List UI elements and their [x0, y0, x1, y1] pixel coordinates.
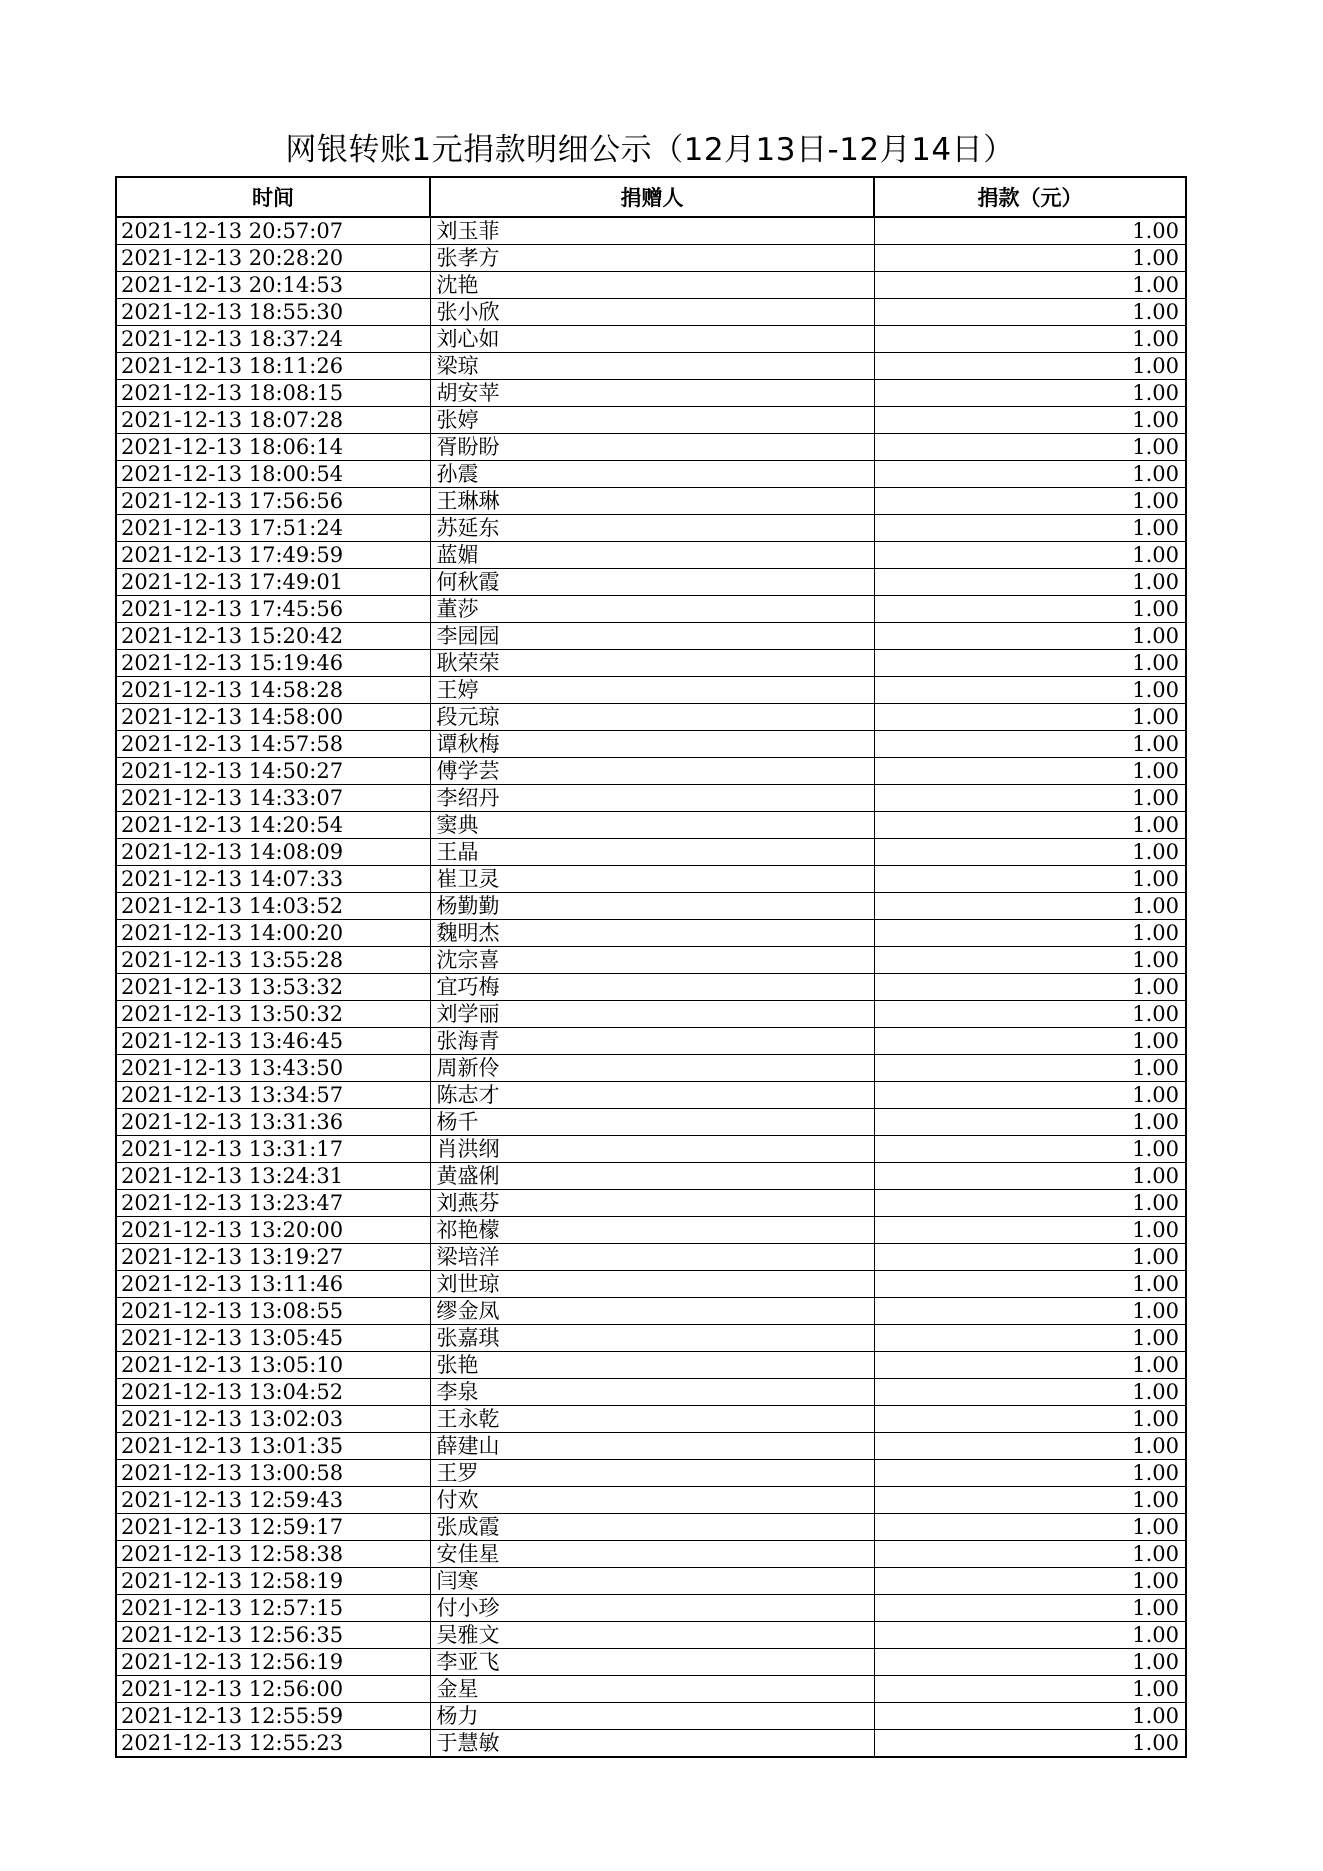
cell-donor: 金星: [430, 1676, 874, 1703]
cell-time: 2021-12-13 13:05:45: [116, 1325, 430, 1352]
cell-amount: 1.00: [874, 380, 1186, 407]
table-row: [116, 1433, 1186, 1460]
cell-amount: 1.00: [874, 704, 1186, 731]
cell-amount: 1.00: [874, 461, 1186, 488]
table-row: [116, 704, 1186, 731]
cell-donor: 闫寒: [430, 1568, 874, 1595]
cell-amount: 1.00: [874, 272, 1186, 299]
cell-time: 2021-12-13 12:59:17: [116, 1514, 430, 1541]
cell-time: 2021-12-13 13:53:32: [116, 974, 430, 1001]
table-row: [116, 353, 1186, 380]
cell-donor: 李泉: [430, 1379, 874, 1406]
table-row: [116, 839, 1186, 866]
cell-donor: 于慧敏: [430, 1730, 874, 1758]
cell-time: 2021-12-13 18:08:15: [116, 380, 430, 407]
table-row: [116, 569, 1186, 596]
cell-time: 2021-12-13 13:43:50: [116, 1055, 430, 1082]
table-row: [116, 1595, 1186, 1622]
cell-amount: 1.00: [874, 1055, 1186, 1082]
table-row: [116, 893, 1186, 920]
cell-amount: 1.00: [874, 1028, 1186, 1055]
cell-time: 2021-12-13 13:55:28: [116, 947, 430, 974]
cell-amount: 1.00: [874, 1730, 1186, 1758]
cell-time: 2021-12-13 13:04:52: [116, 1379, 430, 1406]
cell-amount: 1.00: [874, 596, 1186, 623]
cell-amount: 1.00: [874, 920, 1186, 947]
table-row: [116, 1568, 1186, 1595]
table-row: [116, 1406, 1186, 1433]
cell-time: 2021-12-13 13:23:47: [116, 1190, 430, 1217]
cell-donor: 王罗: [430, 1460, 874, 1487]
table-row: [116, 1109, 1186, 1136]
cell-donor: 何秋霞: [430, 569, 874, 596]
table-row: [116, 217, 1186, 245]
cell-amount: 1.00: [874, 947, 1186, 974]
cell-amount: 1.00: [874, 1136, 1186, 1163]
cell-amount: 1.00: [874, 353, 1186, 380]
cell-donor: 王永乾: [430, 1406, 874, 1433]
cell-donor: 周新伶: [430, 1055, 874, 1082]
table-row: [116, 1460, 1186, 1487]
cell-donor: 吴雅文: [430, 1622, 874, 1649]
cell-donor: 张成霞: [430, 1514, 874, 1541]
table-row: [116, 461, 1186, 488]
cell-time: 2021-12-13 20:28:20: [116, 245, 430, 272]
cell-time: 2021-12-13 12:57:15: [116, 1595, 430, 1622]
cell-donor: 陈志才: [430, 1082, 874, 1109]
cell-donor: 张海青: [430, 1028, 874, 1055]
cell-donor: 杨力: [430, 1703, 874, 1730]
cell-donor: 董莎: [430, 596, 874, 623]
table-row: [116, 758, 1186, 785]
cell-amount: 1.00: [874, 1082, 1186, 1109]
table-header-row: [116, 177, 1186, 217]
cell-time: 2021-12-13 13:11:46: [116, 1271, 430, 1298]
table-row: [116, 920, 1186, 947]
cell-donor: 沈艳: [430, 272, 874, 299]
cell-amount: 1.00: [874, 1190, 1186, 1217]
cell-amount: 1.00: [874, 326, 1186, 353]
cell-time: 2021-12-13 12:59:43: [116, 1487, 430, 1514]
table-row: [116, 947, 1186, 974]
cell-donor: 张小欣: [430, 299, 874, 326]
cell-time: 2021-12-13 14:33:07: [116, 785, 430, 812]
cell-time: 2021-12-13 14:50:27: [116, 758, 430, 785]
table-row: [116, 1379, 1186, 1406]
cell-time: 2021-12-13 15:19:46: [116, 650, 430, 677]
cell-amount: 1.00: [874, 299, 1186, 326]
cell-donor: 安佳星: [430, 1541, 874, 1568]
cell-amount: 1.00: [874, 1649, 1186, 1676]
cell-donor: 刘世琼: [430, 1271, 874, 1298]
cell-donor: 谭秋梅: [430, 731, 874, 758]
cell-amount: 1.00: [874, 1406, 1186, 1433]
cell-time: 2021-12-13 14:03:52: [116, 893, 430, 920]
table-row: [116, 1730, 1186, 1758]
cell-donor: 刘心如: [430, 326, 874, 353]
table-row: [116, 1055, 1186, 1082]
cell-donor: 杨勤勤: [430, 893, 874, 920]
cell-time: 2021-12-13 14:58:00: [116, 704, 430, 731]
table-row: [116, 1703, 1186, 1730]
donation-table: [115, 176, 1187, 1758]
table-row: [116, 866, 1186, 893]
cell-amount: 1.00: [874, 1487, 1186, 1514]
cell-time: 2021-12-13 13:01:35: [116, 1433, 430, 1460]
cell-time: 2021-12-13 12:58:38: [116, 1541, 430, 1568]
cell-amount: 1.00: [874, 677, 1186, 704]
cell-donor: 胥盼盼: [430, 434, 874, 461]
cell-amount: 1.00: [874, 1460, 1186, 1487]
cell-amount: 1.00: [874, 623, 1186, 650]
cell-amount: 1.00: [874, 812, 1186, 839]
table-row: [116, 1028, 1186, 1055]
cell-time: 2021-12-13 13:24:31: [116, 1163, 430, 1190]
cell-amount: 1.00: [874, 1163, 1186, 1190]
cell-time: 2021-12-13 14:07:33: [116, 866, 430, 893]
cell-donor: 梁培洋: [430, 1244, 874, 1271]
table-row: [116, 1136, 1186, 1163]
cell-donor: 祁艳檬: [430, 1217, 874, 1244]
page-title: 网银转账1元捐款明细公示（12月13日-12月14日）: [285, 132, 1015, 168]
cell-time: 2021-12-13 13:31:36: [116, 1109, 430, 1136]
cell-donor: 魏明杰: [430, 920, 874, 947]
table-row: [116, 299, 1186, 326]
cell-donor: 缪金凤: [430, 1298, 874, 1325]
table-row: [116, 1163, 1186, 1190]
table-row: [116, 326, 1186, 353]
cell-amount: 1.00: [874, 569, 1186, 596]
cell-time: 2021-12-13 13:19:27: [116, 1244, 430, 1271]
table-row: [116, 380, 1186, 407]
cell-donor: 耿荣荣: [430, 650, 874, 677]
cell-donor: 李亚飞: [430, 1649, 874, 1676]
cell-time: 2021-12-13 14:57:58: [116, 731, 430, 758]
cell-time: 2021-12-13 20:14:53: [116, 272, 430, 299]
table-row: [116, 488, 1186, 515]
cell-amount: 1.00: [874, 758, 1186, 785]
cell-time: 2021-12-13 14:20:54: [116, 812, 430, 839]
cell-time: 2021-12-13 14:00:20: [116, 920, 430, 947]
cell-donor: 沈宗喜: [430, 947, 874, 974]
table-row: [116, 1676, 1186, 1703]
cell-amount: 1.00: [874, 1568, 1186, 1595]
cell-time: 2021-12-13 13:31:17: [116, 1136, 430, 1163]
cell-time: 2021-12-13 13:08:55: [116, 1298, 430, 1325]
cell-donor: 蓝媚: [430, 542, 874, 569]
cell-time: 2021-12-13 18:07:28: [116, 407, 430, 434]
table-row: [116, 515, 1186, 542]
cell-amount: 1.00: [874, 731, 1186, 758]
cell-amount: 1.00: [874, 434, 1186, 461]
table-row: [116, 1541, 1186, 1568]
cell-donor: 宜巧梅: [430, 974, 874, 1001]
cell-donor: 付小珍: [430, 1595, 874, 1622]
cell-time: 2021-12-13 18:06:14: [116, 434, 430, 461]
cell-donor: 刘玉菲: [430, 217, 874, 245]
cell-time: 2021-12-13 13:00:58: [116, 1460, 430, 1487]
table-row: [116, 1271, 1186, 1298]
cell-amount: 1.00: [874, 785, 1186, 812]
cell-donor: 段元琼: [430, 704, 874, 731]
cell-donor: 王婷: [430, 677, 874, 704]
table-row: [116, 407, 1186, 434]
cell-donor: 傅学芸: [430, 758, 874, 785]
cell-time: 2021-12-13 13:34:57: [116, 1082, 430, 1109]
table-row: [116, 812, 1186, 839]
table-row: [116, 596, 1186, 623]
cell-amount: 1.00: [874, 1298, 1186, 1325]
cell-time: 2021-12-13 17:56:56: [116, 488, 430, 515]
cell-time: 2021-12-13 17:45:56: [116, 596, 430, 623]
cell-donor: 崔卫灵: [430, 866, 874, 893]
cell-amount: 1.00: [874, 1514, 1186, 1541]
cell-time: 2021-12-13 20:57:07: [116, 217, 430, 245]
table-row: [116, 1487, 1186, 1514]
header-time: 时间: [116, 177, 430, 217]
cell-donor: 刘学丽: [430, 1001, 874, 1028]
table-row: [116, 731, 1186, 758]
cell-donor: 孙震: [430, 461, 874, 488]
cell-time: 2021-12-13 13:50:32: [116, 1001, 430, 1028]
cell-donor: 张婷: [430, 407, 874, 434]
cell-donor: 张艳: [430, 1352, 874, 1379]
table-row: [116, 1325, 1186, 1352]
cell-time: 2021-12-13 13:20:00: [116, 1217, 430, 1244]
cell-amount: 1.00: [874, 1325, 1186, 1352]
cell-donor: 付欢: [430, 1487, 874, 1514]
cell-amount: 1.00: [874, 866, 1186, 893]
cell-time: 2021-12-13 18:00:54: [116, 461, 430, 488]
cell-amount: 1.00: [874, 974, 1186, 1001]
cell-time: 2021-12-13 18:37:24: [116, 326, 430, 353]
table-row: [116, 245, 1186, 272]
cell-donor: 肖洪纲: [430, 1136, 874, 1163]
table-row: [116, 1082, 1186, 1109]
cell-amount: 1.00: [874, 515, 1186, 542]
table-row: [116, 1217, 1186, 1244]
cell-time: 2021-12-13 13:02:03: [116, 1406, 430, 1433]
cell-donor: 刘燕芬: [430, 1190, 874, 1217]
cell-amount: 1.00: [874, 1595, 1186, 1622]
cell-time: 2021-12-13 15:20:42: [116, 623, 430, 650]
cell-donor: 梁琼: [430, 353, 874, 380]
cell-amount: 1.00: [874, 1217, 1186, 1244]
cell-donor: 黄盛俐: [430, 1163, 874, 1190]
cell-amount: 1.00: [874, 1244, 1186, 1271]
cell-time: 2021-12-13 12:56:19: [116, 1649, 430, 1676]
cell-time: 2021-12-13 18:11:26: [116, 353, 430, 380]
table-row: [116, 1352, 1186, 1379]
cell-amount: 1.00: [874, 839, 1186, 866]
table-row: [116, 974, 1186, 1001]
table-row: [116, 1514, 1186, 1541]
cell-amount: 1.00: [874, 1703, 1186, 1730]
cell-amount: 1.00: [874, 1271, 1186, 1298]
header-amount: 捐款（元）: [874, 177, 1186, 217]
cell-donor: 薛建山: [430, 1433, 874, 1460]
table-row: [116, 434, 1186, 461]
cell-donor: 胡安苹: [430, 380, 874, 407]
header-donor: 捐赠人: [430, 177, 874, 217]
cell-time: 2021-12-13 17:51:24: [116, 515, 430, 542]
cell-time: 2021-12-13 17:49:59: [116, 542, 430, 569]
cell-amount: 1.00: [874, 217, 1186, 245]
cell-donor: 张孝方: [430, 245, 874, 272]
cell-amount: 1.00: [874, 1541, 1186, 1568]
cell-amount: 1.00: [874, 1109, 1186, 1136]
cell-donor: 李绍丹: [430, 785, 874, 812]
cell-donor: 王琳琳: [430, 488, 874, 515]
cell-time: 2021-12-13 12:58:19: [116, 1568, 430, 1595]
cell-amount: 1.00: [874, 488, 1186, 515]
table-row: [116, 677, 1186, 704]
cell-donor: 苏延东: [430, 515, 874, 542]
cell-time: 2021-12-13 12:56:00: [116, 1676, 430, 1703]
cell-time: 2021-12-13 13:05:10: [116, 1352, 430, 1379]
cell-amount: 1.00: [874, 1622, 1186, 1649]
table-row: [116, 1001, 1186, 1028]
cell-donor: 窦典: [430, 812, 874, 839]
cell-donor: 杨千: [430, 1109, 874, 1136]
cell-time: 2021-12-13 12:56:35: [116, 1622, 430, 1649]
cell-amount: 1.00: [874, 650, 1186, 677]
cell-amount: 1.00: [874, 1379, 1186, 1406]
cell-amount: 1.00: [874, 1676, 1186, 1703]
cell-time: 2021-12-13 17:49:01: [116, 569, 430, 596]
table-row: [116, 1298, 1186, 1325]
table-row: [116, 1190, 1186, 1217]
table-row: [116, 650, 1186, 677]
cell-donor: 李园园: [430, 623, 874, 650]
cell-time: 2021-12-13 12:55:23: [116, 1730, 430, 1758]
table-row: [116, 1622, 1186, 1649]
cell-amount: 1.00: [874, 1001, 1186, 1028]
cell-amount: 1.00: [874, 245, 1186, 272]
cell-amount: 1.00: [874, 1352, 1186, 1379]
cell-time: 2021-12-13 14:58:28: [116, 677, 430, 704]
table-body: [116, 217, 1186, 1757]
table-row: [116, 623, 1186, 650]
table-row: [116, 272, 1186, 299]
cell-time: 2021-12-13 18:55:30: [116, 299, 430, 326]
table-row: [116, 1244, 1186, 1271]
table-row: [116, 1649, 1186, 1676]
cell-time: 2021-12-13 14:08:09: [116, 839, 430, 866]
cell-amount: 1.00: [874, 1433, 1186, 1460]
cell-time: 2021-12-13 12:55:59: [116, 1703, 430, 1730]
table-row: [116, 785, 1186, 812]
cell-amount: 1.00: [874, 407, 1186, 434]
cell-donor: 王晶: [430, 839, 874, 866]
table-row: [116, 542, 1186, 569]
cell-amount: 1.00: [874, 542, 1186, 569]
cell-amount: 1.00: [874, 893, 1186, 920]
cell-donor: 张嘉琪: [430, 1325, 874, 1352]
cell-time: 2021-12-13 13:46:45: [116, 1028, 430, 1055]
